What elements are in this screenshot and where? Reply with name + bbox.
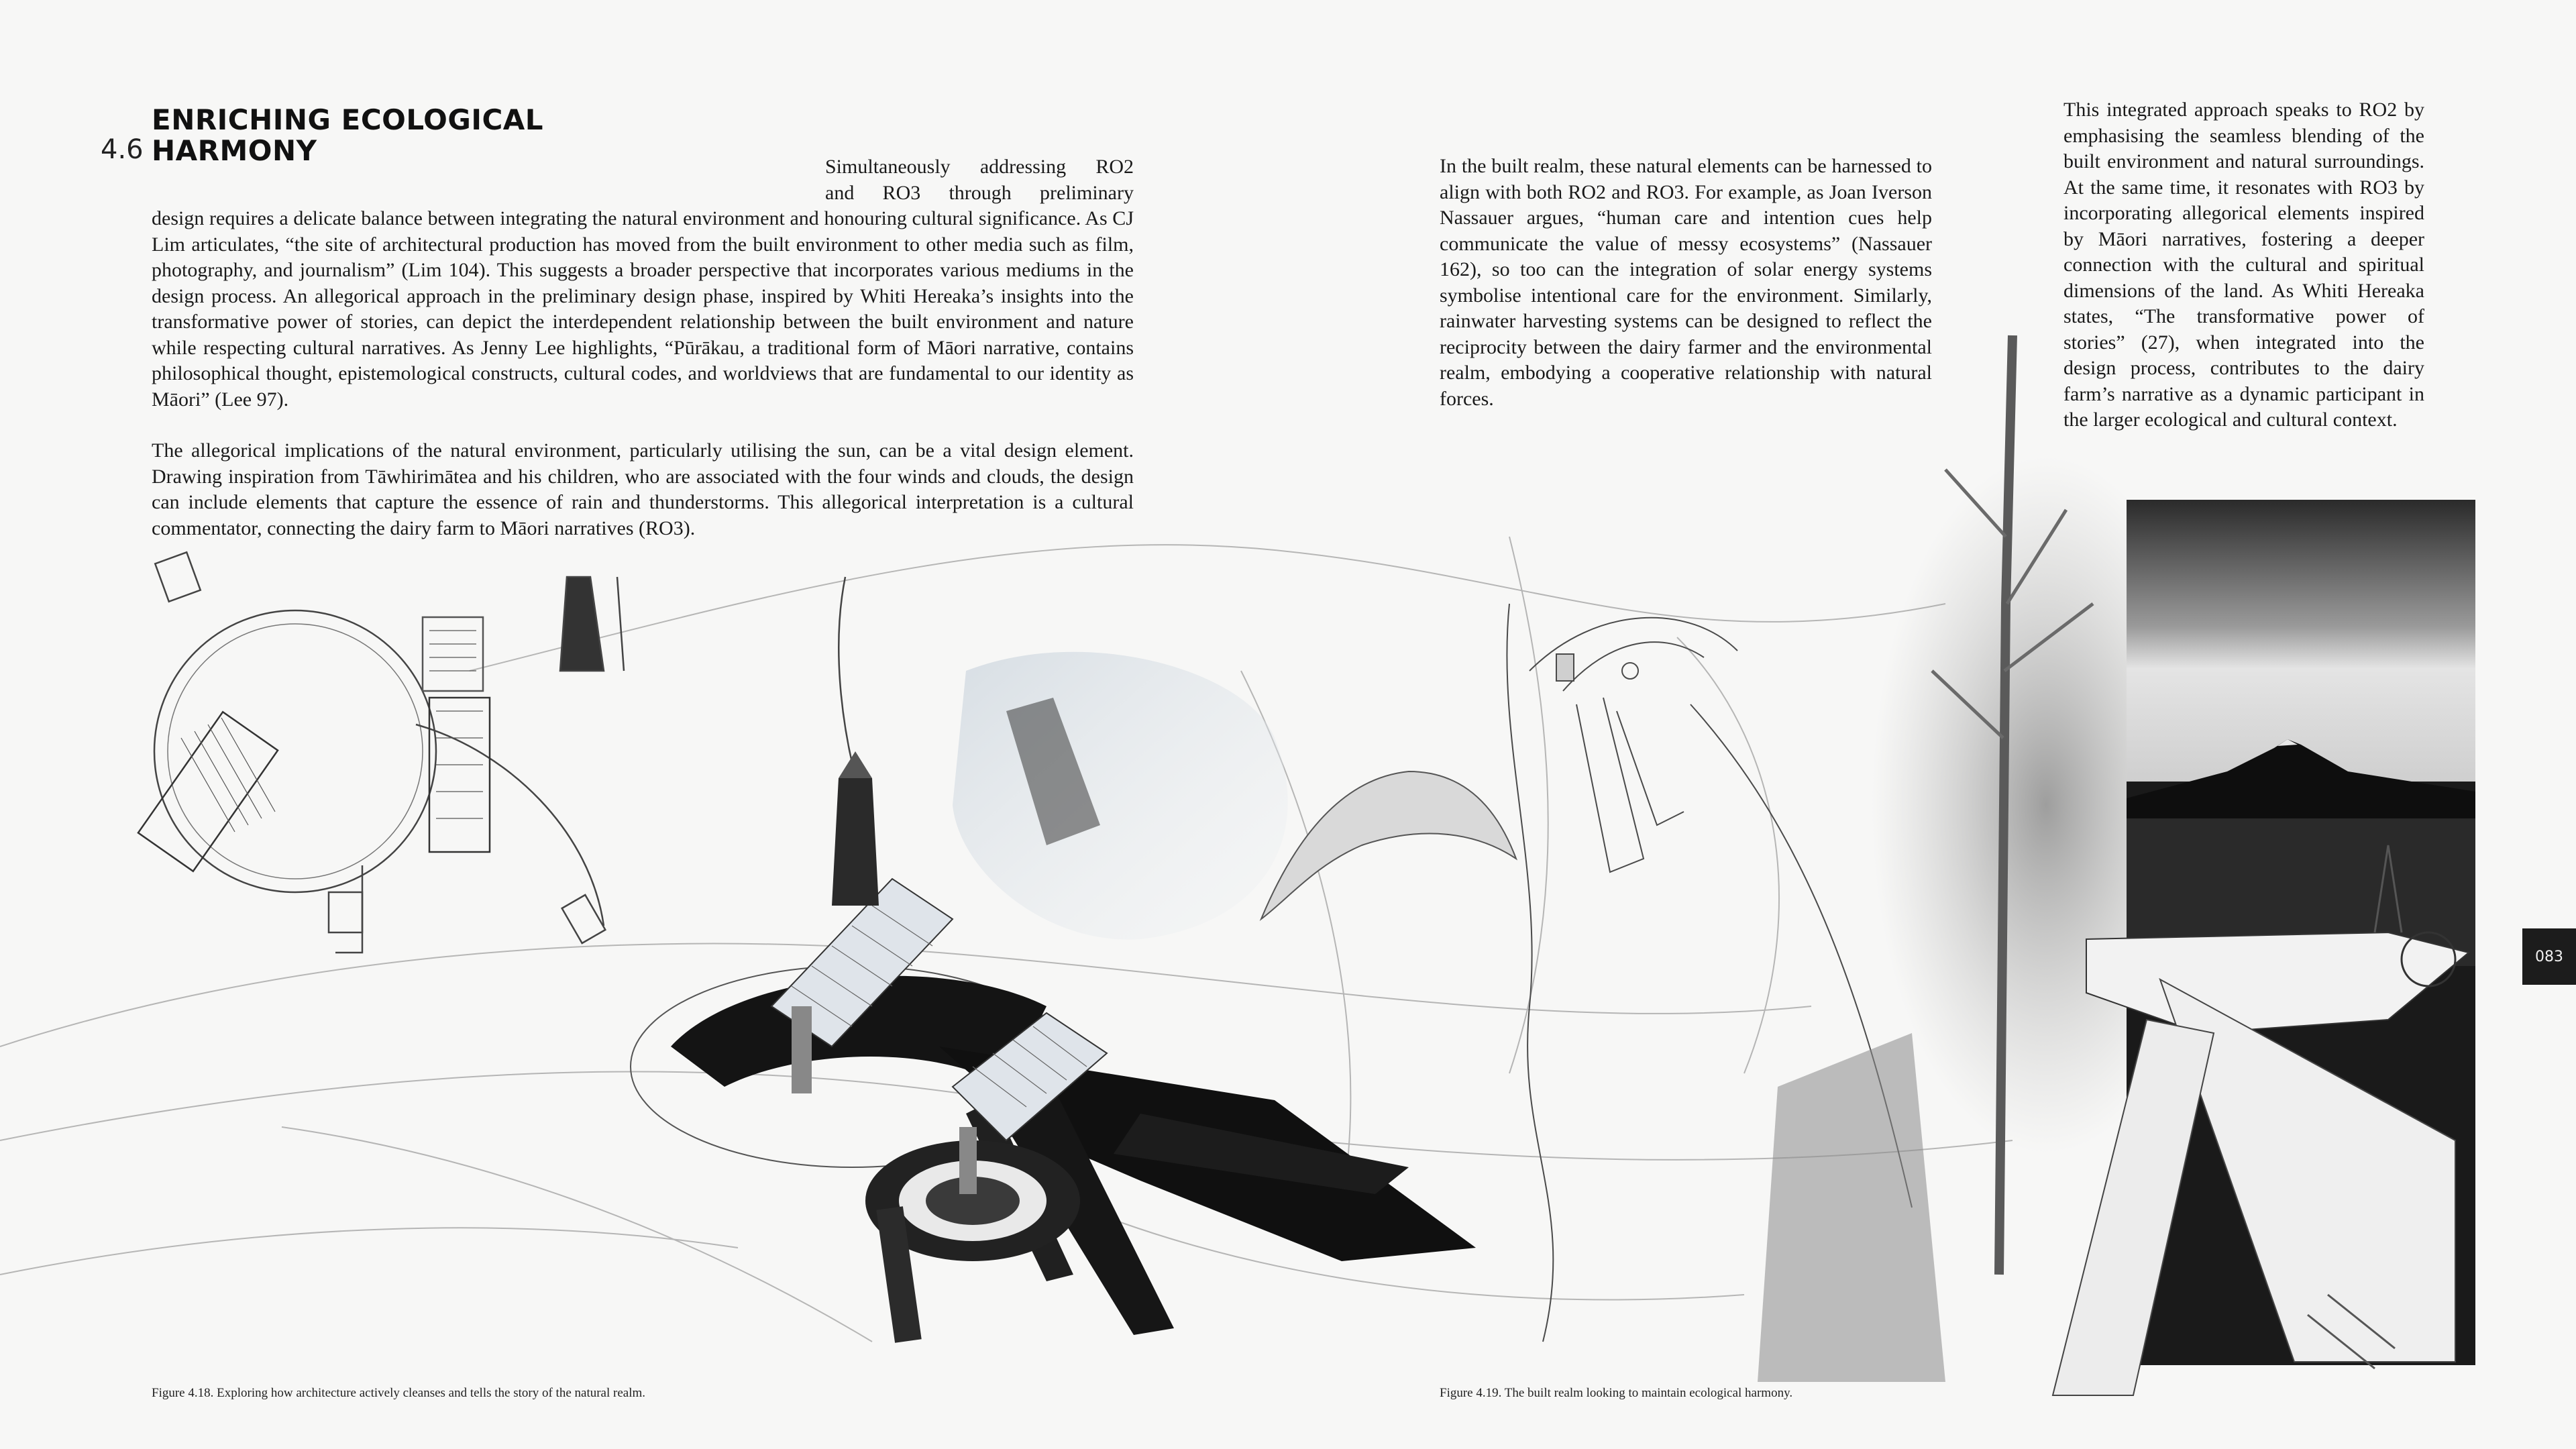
section-number: 4.6 (101, 134, 144, 165)
middle-paragraph: In the built realm, these natural elements can be harnessed to align with both RO2 and RO3. For example, as Joan Iverson Nassauer argues, “human care and intention cues help communicate the value of messy ecosystems” (Nassauer 162), so too can the integration of solar energy systems symbolise intentional care for the environment. Similarly, rainwater harvesting systems can be designed to reflect the reciprocity between the dairy farmer and the environmental realm, embodying a cooperative relationship with natural forces. (1440, 155, 1932, 410)
paragraph-lead-line-1: Simultaneously addressing RO2 (825, 156, 1134, 178)
ridge-landform (1261, 771, 1516, 919)
middle-text-column (1440, 154, 1932, 412)
watercolor-wash (953, 652, 1288, 940)
left-paragraph-2: The allegorical implications of the natural environment, particularly utilising the sun, can be a vital design element. Drawing inspiration from Tāwhirimātea and his children, who are associated with the four winds and clouds, the design can include elements that capture the essence of rain and thunderstorms. This allegorical interpretation is a cultural commentator, connecting the dairy farm to Māori narratives (RO3). (152, 439, 1134, 539)
figure-caption-4-18: Figure 4.18. Exploring how architecture actively cleanses and tells the story of the natural realm. (152, 1386, 646, 1400)
right-paragraph: This integrated approach speaks to RO2 by emphasising the seamless blending of the built environment and natural surroundings. At the same time, it resonates with RO3 by incorporating allegorical elements inspired by Māori narratives, fostering a deeper connection with the cultural and spiritual dimensions of the land. As Whiti Hereaka states, “The transformative power of stories” (27), when integrated into the design process, contributes to the dairy farm’s narrative as a dynamic participant in the larger ecological and cultural context. (2063, 99, 2424, 431)
section-title-line-2: HARMONY (152, 134, 317, 167)
paragraph-lead-line-2: and RO3 through preliminary (825, 181, 1134, 204)
right-text-column (2063, 97, 2424, 433)
site-plan-drawing (138, 552, 872, 953)
page-number: 083 (2535, 948, 2563, 965)
paragraph-body: design requires a delicate balance between integrating the natural environment and honouring cultural significance. As CJ Lim articulates, “the site of architectural production has moved from the built environment to other media such as film, photography, and journalism” (Lim 104). This suggests a broader perspective that incorporates various mediums in the design process. An allegorical approach in the preliminary design phase, inspired by Whiti Hereaka’s insights into the transformative power of stories, can depict the interdependent relationship between the built environment and nature while respecting cultural narratives. As Jenny Lee highlights, “Pūrākau, a traditional form of Māori narrative, contains philosophical thought, epistemological constructs, cultural codes, and worldviews that are fundamental to our identity as Māori” (Lee 97). (152, 207, 1134, 411)
figure-caption-4-19: Figure 4.19. The built realm looking to maintain ecological harmony. (1440, 1386, 1793, 1400)
page-number-tab (2522, 928, 2576, 985)
left-paragraph-1 (152, 154, 1134, 413)
section-title-line-1: ENRICHING ECOLOGICAL (152, 103, 544, 136)
left-text-column (152, 154, 1134, 541)
